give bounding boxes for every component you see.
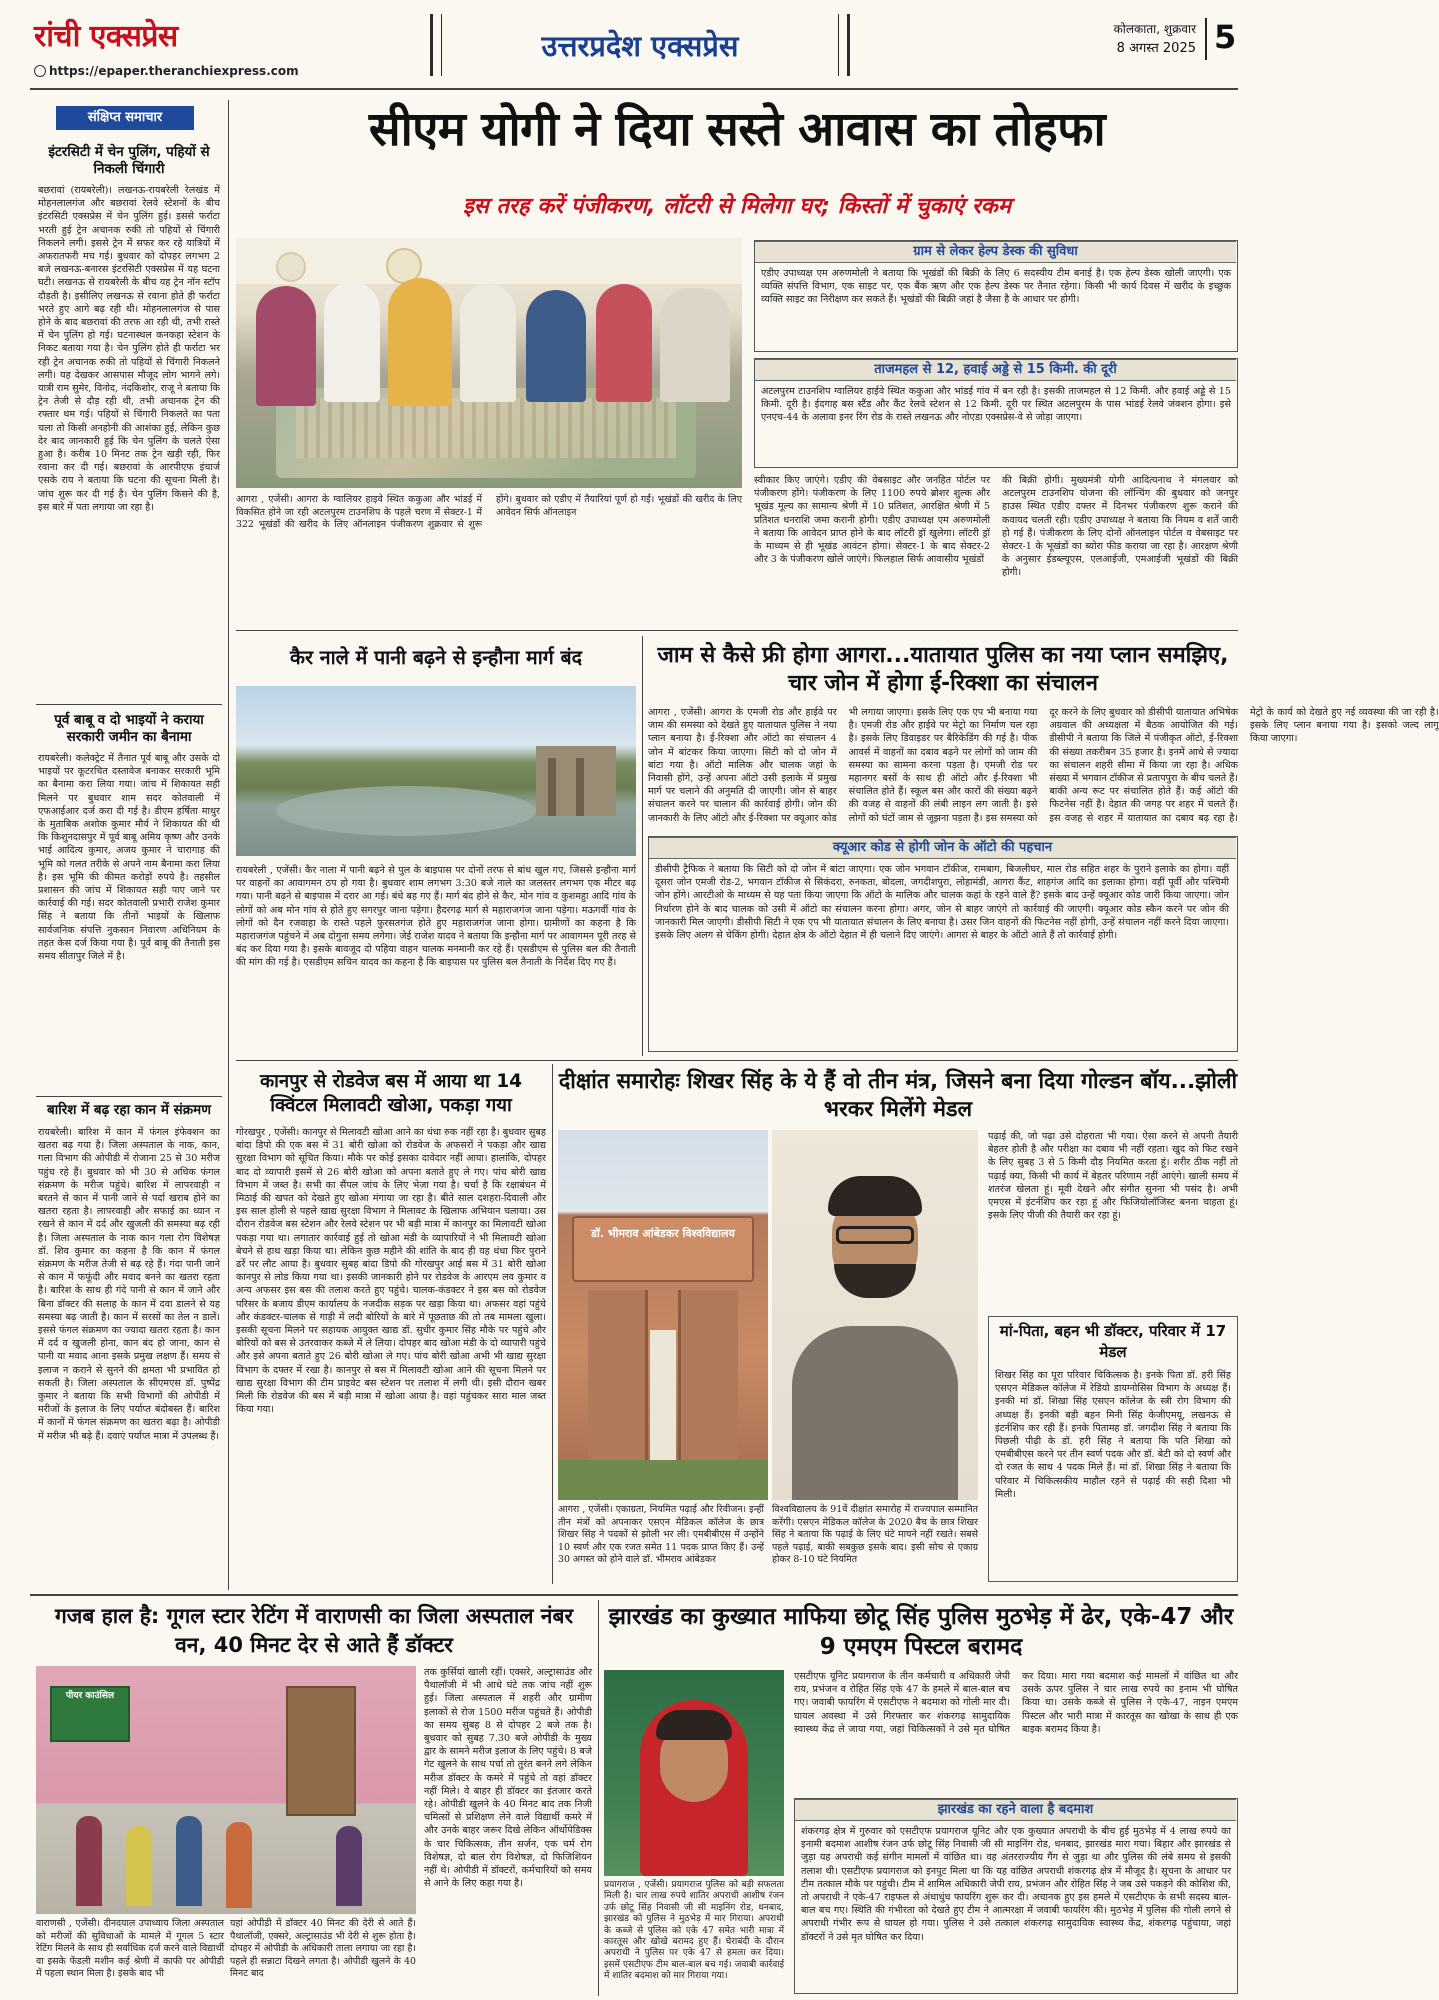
hospital-sign: पीयर काउंसिल: [65, 1691, 115, 1701]
brief-3-body: रायबरेली। बारिश में कान में फंगल इंफेक्शन का खतरा बढ़ गया है। जिला अस्पताल के नाक, कान, गला विभाग की ओपीडी में रोजाना 25 से 30 मरीज पहुंच रहे हैं। बुधवार को भी 30 से अधिक फंगल संक्रमण के मरीज पहुंचे। बारिश में लापरवाही न बरतने से कान में पानी जाने से पर्दा खराब होने का खतरा रहता है। लापरवाही और सफाई का ध्यान न रखने से कान में दर्द और खुजली की समस्या बढ़ रही है। जिला अस्पताल के नाक कान गला रोग विशेषज्ञ डॉ. शिव कुमार का कहना है कि कान में फंगल संक्रमण के मरीज तेजी से बढ़ रहे हैं। गंदा पानी जाने से कान में फफूंदी और मवाद बनने का खतरा रहता है। बारिश के साथ ही गंदे पानी से कान में जाने और बिना डॉक्टर की सलाह के कान में दवा डालने से यह समस्या बढ़ जाती है। कान में सरसों का तेल न डालें। इससे फंगल संक्रमण का ज्यादा खतरा रहता है। कान में दर्द व खुजली होना, कान बंद हो जाना, कान से पानी या मवाद आना इसके प्रमुख लक्षण हैं। समय से इलाज न कराने से सुनने की क्षमता भी प्रभावित हो सकती है। जिला अस्पताल के सीएमएस डॉ. पुष्पेंद्र कुमार ने बताया कि सभी विभागों की ओपीडी में मरीजों के इलाज के लिए पर्याप्त बंदोबस्त हैं। बारिश में कानों में फंगल संक्रमण का खतरा बढ़ा है। ओपीडी में मरीज भी बढ़े हैं। दवाएं पर्याप्त मात्रा में उपलब्ध हैं।: [38, 1127, 220, 1442]
url-text: https://epaper.theranchiexpress.com: [49, 64, 299, 78]
lead-story: [236, 96, 1238, 626]
paper-name: रांची एक्सप्रेस: [34, 19, 178, 54]
lead-subheadline: इस तरह करें पंजीकरण, लॉटरी से मिलेगा घर; किस्तों में चुकाएं रकम: [463, 194, 1011, 219]
section-banner: [430, 14, 850, 76]
globe-icon: [34, 65, 46, 77]
traffic-qr-box: [648, 836, 1238, 1052]
mafia-box-title: झारखंड का रहने वाला है बदमाश: [795, 1799, 1236, 1821]
brief-1-body: बछरावां (रायबरेली)। लखनऊ-रायबरेली रेलखंड में मोहनलालगंज और बछरावां रेलवे स्टेशनों के बीच इंटरसिटी एक्सप्रेस में चेन पुलिंग हुई। इससे फर्राटा भरती हुई ट्रेन अचानक रुकी तो पहियों से चिंगारी निकलने लगी। इससे ट्रेन में सफर कर रहे यात्रियों में अफरातफरी मच गई। बुधवार को दोपहर लगभग 2 बजे लखनऊ-बनारस इंटरसिटी एक्सप्रेस में यह घटना घटी। लखनऊ से रायबरेली के बीच यह ट्रेन नॉन स्टॉप दौड़ती है। इसीलिए लखनऊ से रवाना होते ही फर्राटा भरते हुए आगे बढ़ रही थी। मोहनलालगंज से पास होने के बाद बछरावां की तरफ आ रही थी, तभी रास्ते में चेन पुलिंग हो गई। घटनास्थल कनकहा स्टेशन के निकट बताया गया है। चेन पुलिंग होते ही फर्राटा भर रही ट्रेन अचानक रुकी तो पहियों से चिंगारी निकलने लगी। यह देखकर आसपास मौजूद लोग भागने लगे। यात्री राम सुमेर, विनोद, नंदकिशोर, राजू ने बताया कि ट्रेन तेजी से दौड़ रही थी, तभी अचानक ट्रेन की रफ्तार थम गई। पहियों से चिंगारी निकलते का पता चला तो किसी अनहोनी की आशंका हुई, लेकिन कुछ देर बाद जानकारी हुई कि चेन पुलिंग के चलते ऐसा हुआ है। करीब 10 मिनट तक ट्रेन खड़ी रही, फिर रवाना कर दी गई। बछरावां के आरपीएफ इंचार्ज एसके राय ने बताया कि घटना की सूचना मिली है। जांच शुरू कर दी गई है। चेन पुलिंग किसने की है, इस बारे में पता लगाया जा रहा है।: [38, 185, 220, 513]
family-box: [988, 1316, 1238, 1582]
criminal-photo: [604, 1670, 784, 1876]
brief-2-title: पूर्व बाबू व दो भाइयों ने कराया सरकारी जमीन का बैनामा: [54, 712, 204, 745]
hospital-body: तक कुर्सियां खाली रहीं। एक्सरे, अल्ट्रासाउंड और पैथालॉजी में भी आधे घंटे तक जांच नहीं शुरू हुई। जिला अस्पताल में शहरी और ग्रामीण इलाकों से रोज 1500 मरीज पहुंचते हैं। ओपीडी का समय सुबह 8 से दोपहर 2 बजे तक है। बुधवार को सुबह 7.30 बजे ओपीडी के मुख्य द्वार के सामने मरीज इलाज के लिए पहुंचे। 8 बजे गेट खुलने के साथ पर्चा तो तुरंत बनने लगे लेकिन मरीज डॉक्टर के कमरे में पहुंचे तो वहां डॉक्टर नहीं मिले। वे बाहर ही डॉक्टर का इंतजार करते रहे। ओपीडी खुलने के 40 मिनट बाद तक निजी चमित्सों से प्रशिक्षण लेने वाले विद्यार्थी कमरे में और उनके बाहर जरूर दिखे लेकिन ऑर्थोपेडिक्स के चार चिकित्सक, तीन सर्जन, एक चर्म रोग विशेषज्ञ, दो बाल रोग विशेषज्ञ, दो फिजिशियन नहीं थे। ओपीडी में डॉक्टरों, कर्मचारियों को समय से आने के लिए कहा गया है।: [424, 1667, 592, 1890]
lead-headline: सीएम योगी ने दिया सस्ते आवास का तोहफा: [368, 102, 1106, 157]
canal-story: [236, 636, 636, 1056]
section-title: उत्तरप्रदेश एक्सप्रेस: [541, 29, 739, 63]
hospital-story: [36, 1600, 592, 1996]
convocation-headline: दीक्षांत समारोहः शिखर सिंह के ये हैं वो तीन मंत्र, जिसने बना दिया गोल्डन बॉय...झोली भरकर मिलेंगे मेडल: [558, 1069, 1238, 1122]
traffic-box-title: क्यूआर कोड से होगी जोन के ऑटो की पहचान: [649, 837, 1236, 859]
convocation-story: [558, 1064, 1238, 1584]
paper-url[interactable]: [34, 64, 334, 82]
mafia-story: [604, 1600, 1238, 1996]
hospital-ward-photo: [36, 1666, 416, 1914]
lead-body-col3: की बिक्री होगी। मुख्यमंत्री योगी आदित्यनाथ ने मंगलवार को अटलपुरम टाउनशिप योजना की लॉन्चिंग की बुधवार को जनपुर हाउस स्थित एडीए दफ्तर में दिनभर पंजीकरण शुरू कराने की कवायद चलती रही। एडीए उपाध्यक्ष ने बताया कि नियम व शर्तें जारी हो गई हैं। पंजीकरण के लिए दोनों ऑनलाइन पोर्टल व वेबसाइट पर सेक्टर-1 के भूखंडों का ब्योरा फीड कराया जा रहा है। आरक्षण श्रेणी के अनुसार ईडब्ल्यूएस, एलआईजी, एमआईजी भूखंडों की बिक्री होगी।: [1002, 475, 1238, 579]
issue-date: 8 अगस्त 2025: [1116, 41, 1196, 56]
lead-photo: [236, 238, 742, 488]
khoya-body: गोरखपुर , एजेंसी। कानपुर से मिलावटी खोआ आने का धंधा रुक नहीं रहा है। बुधवार सुबह बांदा डिपो की एक बस में 31 बोरी खोआ को रोडवेज के अफसरों ने पकड़ा और खाद्य सुरक्षा विभाग को सूचित किया। मौके पर कोई इसका दावेदार नहीं आया। हालांकि, दोपहर बाद दो व्यापारी इसमें से 26 बोरी खोआ को अपना बताते हुए ले गए। पांच बोरी खाद्य विभाग में जब्त है। सभी का सैंपल जांच के लिए भेजा गया है। चर्चा है कि रक्षाबंधन में मिठाई की खपत को देखते हुए खोआ मंगाया जा रहा है। बीते साल दशहरा-दिवाली और इस साल होली से पहले खाद्य सुरक्षा विभाग ने मिलावट के खिलाफ अभियान चलाया। उस दौरान रोडवेज बस स्टेशन और रेलवे स्टेशन पर भी बड़ी मात्रा में कानपुर का मिलावटी खोआ पकड़ा गया था। लगातार कार्रवाई हुई तो खोआ मंडी के व्यापारियों ने भी मिलावटी खोआ बेचने से हाथ खड़ा किया था। लेकिन कुछ महीने की शांति के बाद ही यह धंधा फिर पुराने ढर्रे पर लौट आया है। बुधवार सुबह बांदा डिपो की गोरखपुर आई बस में 31 बोरी खोआ कानपुर से लोड किया गया था। इसकी जानकारी होने पर रोडवेज के आरएम लव कुमार व अन्य अफसर इस बस की तलाश करते हुए पहुंचे। चालक-कंडक्टर ने इस बस को रोडवेज परिसर के बजाय डीएम कार्यालय के नजदीक सड़क पर खड़ा किया था। अफसर वहां पहुंचे और कंडक्टर-चालक से गाड़ी में लदी बोरियों के बारे में पूछताछ की तो तब मामला खुला। इसकी सूचना मिलने पर सहायक आयुक्त खाद्य डॉ. सुधीर कुमार सिंह मौके पर पहुंचे और बोरियों को बस से उतरवाकर कब्जे में ले लिया। दोपहर बाद खोआ मंडी के दो व्यापारी पहुंचे और इसे अपना बताते हुए 26 बोरी खोआ ले गए। पांच बोरी खोआ अभी भी खाद्य सुरक्षा विभाग के दफ्तर में रखा है। कानपुर से बस में मिलावटी खोआ आने की सूचना मिलने पर खाद्य सुरक्षा विभाग की टीम प्राइवेट बस स्टेशन पर तलाश में लगी थी। इसी दौरान खबर मिली कि रोडवेज की बस में बड़ी मात्रा में खोआ आया है। वहां पहुंचकर सारा माल जब्त किया गया।: [236, 1127, 546, 1416]
mafia-box: [794, 1798, 1238, 1994]
box2-body: अटलपुरम टाउनशिप ग्वालियर हाईवे स्थित ककुआ और भांडई गांव में बन रही है। इसकी ताजमहल से 12 किमी. और हवाई अड्डे से 15 किमी. दूरी है। ईदगाह बस स्टैंड और कैंट रेलवे स्टेशन से 12 किमी. दूरी पर स्थित अटलपुरम के पास भांडई रेलवे जंक्शन होगा। इसे एनएच-44 के अलावा इनर रिंग रोड के रास्ते लखनऊ और नोएडा एक्सप्रेस-वे से जोड़ा जाएगा।: [761, 386, 1231, 424]
canal-headline: कैर नाले में पानी बढ़ने से इन्हौना मार्ग बंद: [290, 646, 582, 669]
briefs-label: [56, 106, 194, 130]
box1-body: एडीए उपाध्यक्ष एम अरुणमोली ने बताया कि भूखंडों की बिक्री के लिए 6 सदस्यीय टीम बनाई है। एक हेल्प डेस्क खोली जाएगी। एक व्यक्ति संपत्ति विभाग, एक साइट पर, एक बैंक ऋण और एक हेल्प डेस्क पर तैनात रहेगा। किसी भी कार्य दिवस में खरीद के इच्छुक व्यक्ति साइट का निरीक्षण कर सकते हैं। भूखंडों की बिक्री जहां है जैसा है के आधार पर होगी।: [761, 268, 1231, 306]
canal-photo: [236, 686, 636, 856]
lead-info-box-2: [754, 358, 1238, 468]
city-day: कोलकाता, शुक्रवार: [1113, 22, 1196, 36]
mafia-box-body: शंकरगढ़ क्षेत्र में गुरुवार को एसटीएफ प्रयागराज यूनिट और एक कुख्यात अपराधी के बीच हुई मुठभेड़ में 4 लाख रुपये का इनामी बदमाश आशीष रंजन उर्फ छोटू सिंह निवासी जी सी माइनिंग रोड, धनबाद, झारखंड मारा गया। बिहार और झारखंड से जुड़ा यह अपराधी कई संगीन मामलों में वांछित था। वह अंतरराज्यीय गैंग से जुड़ा था और पुलिस की लंबे समय से इसकी तलाश थी। एसटीएफ प्रयागराज को इनपुट मिला था कि यह वांछित अपराधी शंकरगढ़ क्षेत्र में मौजूद है। सूचना के आधार पर टीम तत्काल मौके पर पहुंची। टीम में शामिल अधिकारी जेपी राय, प्रभंजन और रोहित सिंह ने जब उसे पकड़ने की कोशिश की, तो अपराधी ने एके-47 राइफल से अंधाधुंध फायरिंग शुरू कर दी। अचानक हुए इस हमले में एसटीएफ के सभी सदस्य बाल-बाल बच गए। स्थिति की गंभीरता को देखते हुए टीम ने आत्मरक्षा में जवाबी फायरिंग की। मुठभेड़ में पुलिस की गोली लगने से अपराधी गंभीर रूप से घायल हो गया। पुलिस ने उसे तत्काल शंकरगढ़ सामुदायिक स्वास्थ्य केंद्र, शंकरगढ़ पहुंचाया, जहां डॉक्टरों ने उसे मृत घोषित कर दिया।: [801, 1826, 1231, 1943]
canal-body: रायबरेली , एजेंसी। कैर नाला में पानी बढ़ने से पुल के बाइपास पर दोनों तरफ से बांध खुल गए, जिससे इन्हौना मार्ग पर वाहनों का आवागमन ठप हो गया है। बुधवार शाम लगभग 3:30 बजे नाले का जलस्तर लगभग एक मीटर बढ़ गया। पानी बढ़ने से बाइपास में दरार आ गई। बंधे बह गए हैं। मार्ग बंद होने से कैर, मोन गांव व कुशमहुा आदि गांव के लोगों को अब मोन गांव से होते हुए सगरपुर जाना पड़ेगा। हैदरगढ़ मार्ग से महाराजगंज जाना पड़ेगा। मऊगर्वी गांव के लोगों को दैन रजवाहा के रास्ते पहले फुरसतगंज होते हुए महाराजगंज जाना होगा। ग्रामीणों का कहना है कि महाराजगंज पहुंचने में अब दोगुना समय लगेगा। जेई राजेश यादव ने बताया कि इन्हौना मार्ग पर आवागमन पूरी तरह से बंद कर दिया गया है। इसके बावजूद दो पहिया वाहन चालक मनमानी कर रहे हैं। एसडीएम से पुलिस बल की तैनाती की मांग की गई है। एसडीएम सचिन यादव का कहना है कि बाइपास पर पुलिस बल तैनाती के निर्देश दिए गए हैं।: [236, 865, 636, 969]
sidebar-briefs: [36, 100, 222, 1590]
university-gate-photo: [558, 1130, 768, 1500]
lead-info-box-1: [754, 240, 1238, 352]
page-number: 5: [1214, 18, 1237, 56]
convocation-body: पढ़ाई की, जो पढ़ा उसे दोहराता भी गया। ऐसा करने से अपनी तैयारी बेहतर होती है और परीक्षा का दबाव भी नहीं रहता। खुद को फिट रखने के लिए सुबह 3 से 5 किमी दौड़ नियमित करता हूं। शरीर ठीक नहीं तो पढ़ाई क्या, किसी भी कार्य में बेहतर परिणाम नहीं आएंगे। खाली समय में शतरंज खेलता हूं। मूवी देखने और संगीत सुनना भी पसंद है। अभी एमएस में इंटर्नशिप कर रहा हूं और फिजियोलॉजिस्ट बनना चाहता हूं। इसके लिए पीजी की तैयारी कर रहा हूं।: [988, 1131, 1238, 1222]
mafia-body: एसटीएफ यूनिट प्रयागराज के तीन कर्मचारी व अधिकारी जेपी राय, प्रभंजन व रोहित सिंह एके 47 के हमले में बाल-बाल बच गए। जवाबी फायरिंग में एसटीएफ ने बदमाश को गोली मार दी। घायल अवस्था में उसे गिरफ्तार कर शंकरगढ़ सामुदायिक स्वास्थ्य केंद्र ले जाया गया, जहां चिकित्सकों ने उसे मृत घोषित कर दिया। मारा गया बदमाश कई मामलों में वांछित था और उसके ऊपर पुलिस ने चार लाख रुपये का इनाम भी घोषित किया था। उसके कब्जे से पुलिस ने एके-47, नाइन एमएम पिस्टल और भारी मात्रा में कारतूस का खोखा के साथ ही एक बाइक बरामद किया है।: [794, 1671, 1238, 1735]
masthead: [0, 0, 1268, 90]
family-box-body: शिखर सिंह का पूरा परिवार चिकित्सक है। इनके पिता डॉ. हरी सिंह एसएन मेडिकल कॉलेज में रेडियो डायग्नोसिस विभाग के अध्यक्ष हैं। इनकी मां डॉ. शिखा सिंह एसएन कॉलेज के स्त्री रोग विभाग की अध्यक्ष हैं। इनकी बड़ी बहन मिनी सिंह केजीएमयू, लखनऊ से इंटर्नशिप कर रही हैं। इनके पितामह डॉ. जगदीश सिंह ने बताया कि पिछली पीढ़ी के डॉ. हरी सिंह ने बताया कि पति शिखा को एमबीबीएस करने पर तीन स्वर्ण पदक और डॉ. बेटी को दो स्वर्ण और दो रजत के साथ 4 पदक मिले हैं। मां डॉ. शिखा सिंह ने बताया कि परिवार में चिकित्सकीय माहौल रहने से पढ़ाई की सही दिशा भी मिली।: [995, 1370, 1231, 1500]
mafia-caption: प्रयागराज , एजेंसी। प्रयागराज पुलिस को बड़ी सफलता मिली है। चार लाख रुपये शातिर अपराधी आशीष रंजन उर्फ छोटू सिंह निवासी जी सी माइनिंग रोड, धनबाद, झारखंड को पुलिस ने मुठभेड़ में मार गिराया। अपराधी के कब्जे से पुलिस को एके 47 समेत भारी मात्रा में कारतूस और खोखे बरामद हुए हैं। घेराबंदी के दौरान अपराधी ने पुलिस पर एके 47 से हमला कर दिया। इसमें एसटीएफ टीम बाल-बाल बच गई। जवाबी कार्रवाई में शातिर बदमाश को मार गिराया गया।: [604, 1880, 784, 1982]
lead-caption: आगरा , एजेंसी। आगरा के ग्वालियर हाइवे स्थित ककुआ और भांडई में विकसित होने जा रही अटलपुरम टाउनशिप के पहले चरण में सेक्टर-1 में 322 भूखंडों की खरीद के लिए ऑनलाइन पंजीकरण शुक्रवार से शुरू होंगे। बुधवार को एडीए में तैयारियां पूर्ण हो गईं। भूखंडों की खरीद के लिए आवेदन सिर्फ ऑनलाइन: [236, 494, 742, 531]
hospital-caption-1: वाराणसी , एजेंसी। दीनदयाल उपाध्याय जिला अस्पताल को मरीजों की सुविधाओं के मामले में गूगल 5 स्टार रेटिंग मिलने के साथ ही सर्वाधिक दर्ज करने वाले विद्यार्थी वा इसके फेंडली मशीन कई श्रेणी में काफी पर ओपीडी में पहला स्थान मिला है। इसके बाद भी: [36, 1918, 224, 1980]
brief-3-title: बारिश में बढ़ रहा कान में संक्रमण: [47, 1102, 211, 1118]
convocation-caption-2: विश्वविद्यालय के 91वें दीक्षांत समारोह में राज्यपाल सम्मानित करेंगी। एसएन मेडिकल कॉलेज के 2020 बैच के छात्र शिखर सिंह ने बताया कि पढ़ाई के लिए घंटे मायने नहीं रखते। सबसे पहले पढ़ाई, बाकी सबकुछ इसके बाद। इसी सोच से एकाग्र होकर 8-10 घंटे नियमित: [772, 1504, 978, 1566]
box1-title: ग्राम से लेकर हेल्प डेस्क की सुविधा: [755, 241, 1236, 263]
traffic-story: [648, 636, 1439, 1056]
student-portrait-photo: [772, 1130, 978, 1500]
brief-2-body: रायबरेली। कलेक्ट्रेट में तैनात पूर्व बाबू और उसके दो भाइयों पर कूटरचित दस्तावेज बनाकर सरकारी भूमि का बैनामा करा लिया गया। जांच में शिकायत सही मिलने पर बुधवार शाम सदर कोतवाली में एफआईआर दर्ज करा दी गई है। डीएम हर्षिता माथुर के मुताबिक अशोक कुमार मौर्य ने शिकायत की थी कि किशुनदासपुर में पूर्व बाबू अमिय कृष्ण और उनके भाई आदित्य कुमार, अजय कुमार ने चारागाह की भूमि को गलत तरीके से अपने नाम बैनामा करा लिया है। इस भूमि की कीमत करोड़ों रुपये है। तहसील प्रशासन की जांच में शिकायत सही पाए जाने पर कार्रवाई की गई। सदर कोतवाली प्रभारी राजेश कुमार सिंह ने बताया कि तीनों भाइयों के खिलाफ सार्वजनिक संपत्ति नुकसान निवारण अधिनियम के तहत केस दर्ज किया गया है। पूर्व बाबू की तैनाती इस समय सीतापुर जिले में है।: [38, 753, 220, 963]
paper-logo: [34, 14, 264, 60]
convocation-caption-1: आगरा , एजेंसी। एकाग्रता, नियमित पढ़ाई और रिवीजन। इन्हीं तीन मंत्रों को अपनाकर एसएन मेडिकल कॉलेज के छात्र शिखर सिंह ने पदकों से झोली भर ली। एमबीबीएस में उन्होंने 10 स्वर्ण और एक रजत समेत 11 पदक प्राप्त किए हैं। उन्हें 30 अगस्त को होने वाले डॉ. भीमराव आंबेडकर: [558, 1504, 764, 1566]
dateline: [1076, 20, 1196, 58]
brief-1-title: इंटरसिटी में चेन पुलिंग, पहियों से निकली चिंगारी: [48, 144, 210, 177]
hospital-headline: गजब हाल है: गूगल स्टार रेटिंग में वाराणसी का जिला अस्पताल नंबर वन, 40 मिनट देर से आते हैं डॉक्टर: [54, 1604, 574, 1657]
mafia-headline: झारखंड का कुख्यात माफिया छोटू सिंह पुलिस मुठभेड़ में ढेर, एके-47 और 9 एमएम पिस्टल बरामद: [608, 1604, 1234, 1660]
khoya-headline: कानपुर से रोडवेज बस में आया था 14 क्विंटल मिलावटी खोआ, पकड़ा गया: [259, 1071, 523, 1116]
briefs-label-text: संक्षिप्त समाचार: [87, 110, 163, 125]
traffic-box-body: डीसीपी ट्रैफिक ने बताया कि सिटी को दो जोन में बांटा जाएगा। एक जोन भगवान टॉकीज, रामबाग, बिजलीघर, माल रोड सहित शहर के पुराने इलाके का होगा। वहीं दूसरा जोन एमजी रोड-2, भगवान टॉकीज से सिकंदरा, रुनकता, बोदला, जगदीशपुरा, लोहामंडी, आगरा कैंट, शाहगंज आदि का इलाका होगा। वहीं पूर्वी और पश्चिमी जोन होंगे। आरटीओ के माध्यम से यह पता किया जाएगा कि ऑटो के मालिक और चालक कहां के रहने वाले हैं? इसके बाद उन्हें क्यूआर कोड जारी किया जाएगा। जोन निर्धारण होने के बाद चालक को उसी में ऑटो का संचालन करना होगा। अगर, जोन से बाहर जाएंगे तो कार्रवाई की जाएगी। क्यूआर कोड स्कैन करने पर जोन की जानकारी मिल जाएगी। डीसीपी सिटी ने एक एप भी यातायात संचालन के लिए बनाया है। उसर जिन वाहनों की फिटनेस नहीं होगी, उन्हें संचालन नहीं करने दिया जाएगा। इसके लिए अलग से चेकिंग होगी। देहात क्षेत्र के ऑटो देहात में ही चलाने दिए जाएंगे। आगरा से बाहर के ऑटो आते हैं तो कार्रवाई होगी।: [655, 864, 1229, 942]
gate-sign: डॉ. भीमराव आंबेडकर विश्वविद्यालय: [591, 1227, 735, 1240]
lead-body-col2: स्वीकार किए जाएंगे। एडीए की वेबसाइट और जनहित पोर्टल पर पंजीकरण होंगे। पंजीकरण के लिए 1100 रुपये ब्रोशर शुल्क और भूखंड मूल्य का सामान्य श्रेणी में 10 प्रतिशत, आरक्षित श्रेणी में 5 प्रतिशत धनराशि जमा करानी होगी। एडीए उपाध्यक्ष एम अरुणमोली ने बताया कि आवेदन प्राप्त होने के बाद लॉटरी ड्रॉ खुलेगा। लॉटरी ड्रॉ के माध्यम से ही भूखंड आवंटन होगा। सेक्टर-1 के बाद सेक्टर-2 और 3 के पंजीकरण खोले जाएंगे। फिलहाल सिर्फ आवासीय भूखंडों: [754, 475, 990, 566]
traffic-body: आगरा , एजेंसी। आगरा के एमजी रोड और हाईवे पर जाम की समस्या को देखते हुए यातायात पुलिस ने नया प्लान बनाया है। ई-रिक्शा और ऑटो का संचालन 4 जोन में बांटकर किया जाएगा। सिटी को दो जोन में बांटा गया है। ऑटो मालिक और चालक जहां के निवासी होंगे, उन्हें अपना ऑटो उसी इलाके में प्रमुख मार्ग पर चलाने की अनुमति दी जाएगी। जोन से बाहर संचालन करने पर चालान की कार्रवाई होगी। जोन की जानकारी के लिए ऑटो और ई-रिक्शा पर क्यूआर कोड भी लगाया जाएगा। इसके लिए एक एप भी बनाया गया है। एमजी रोड और हाईवे पर मेट्रो का निर्माण चल रहा है। इसके लिए डिवाइडर पर बैरिकेडिंग की गई है। पीक आवर्स में वाहनों का दबाव बढ़ने पर लोगों को जाम की समस्या का सामना करना पड़ता है। एमजी रोड पर महानगर बसों के साथ ही ऑटो और ई-रिक्शा भी संचालित होते हैं। स्कूल बस और कारों की संख्या बढ़ने की वजह से वाहनों की लंबी लाइन लग जाती है। इसे लोगों को घंटों जाम से जूझना पड़ता है। इस समस्या को दूर करने के लिए बुधवार को डीसीपी यातायात अभिषेक अग्रवाल की अध्यक्षता में बैठक आयोजित की गई। डीसीपी ने बताया कि जिले में पंजीकृत ऑटो, ई-रिक्शा की संख्या तकरीबन 35 हजार है। इनमें आधे से ज्यादा का संचालन शहरी सीमा में किया जा रहा है। अधिक संख्या में भगवान टॉकीज से प्रतापपुरा के बीच चलते हैं। बाकी अन्य रूट पर संचालित होते हैं। कई ऑटो की फिटनेस नहीं है। देहात की जगह पर शहर में चलते हैं। इस वजह से शहर में यातायात का दबाव बढ़ रहा है। मेट्रो के कार्य को देखते हुए नई व्यवस्था की जा रही है। इसके लिए प्लान बनाया गया है। इसको जल्द लागू किया जाएगा।: [648, 707, 1439, 824]
box2-title: ताजमहल से 12, हवाई अड्डे से 15 किमी. की दूरी: [755, 359, 1236, 381]
hospital-caption-2: यहां ओपीडी में डॉक्टर 40 मिनट की देरी से आते हैं। पैथालॉजी, एक्सरे, अल्ट्रासाउंड भी देरी से शुरू होता है। दोपहर में ओपीडी के अधिकारी ताला लगाया जा रहा है। पहले ही सन्नाटा दिखने लगता है। ओपीडी खुलने के 40 मिनट बाद: [230, 1918, 416, 1980]
traffic-headline: जाम से कैसे फ्री होगा आगरा...यातायात पुलिस का नया प्लान समझिए, चार जोन में होगा ई-रिक्शा का संचालन: [657, 643, 1229, 696]
family-box-title: मां-पिता, बहन भी डॉक्टर, परिवार में 17 मेडल: [999, 1322, 1227, 1361]
khoya-story: [236, 1064, 546, 1584]
